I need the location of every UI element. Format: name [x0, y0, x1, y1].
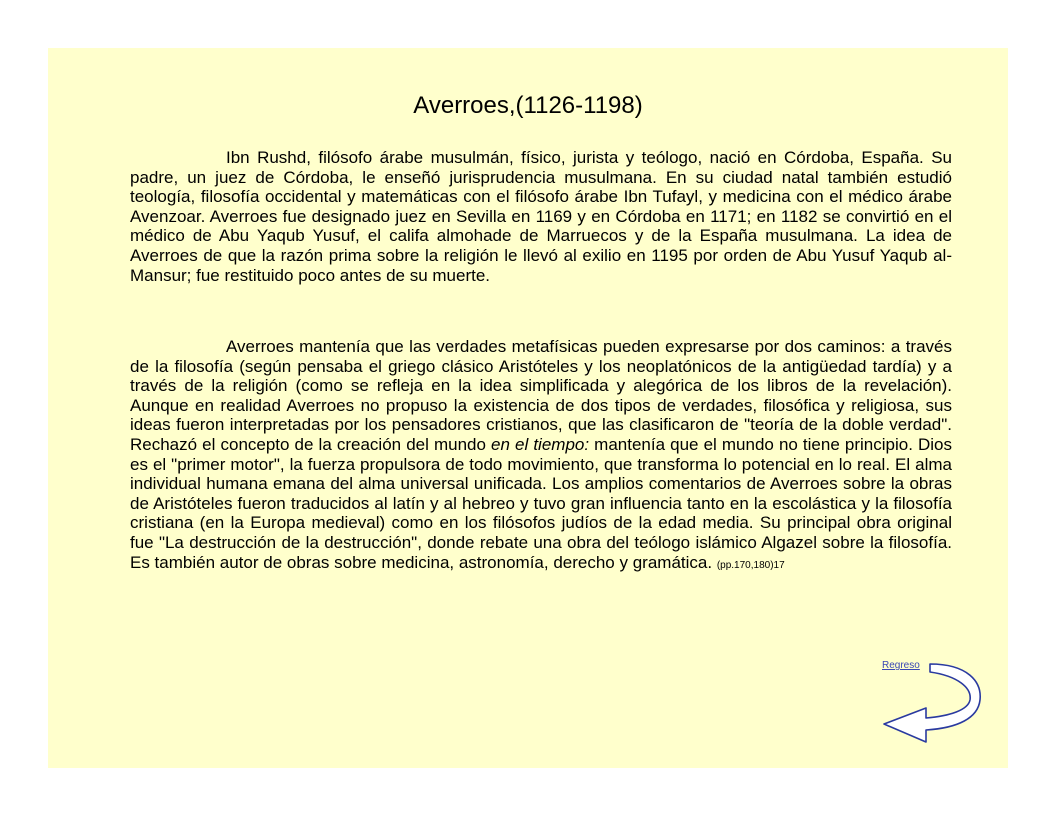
paragraph-biography: Ibn Rushd, filósofo árabe musulmán, físico, jurista y teólogo, nació en Córdoba, España. Su padre, un juez de Córdoba, le enseñó jurisprudencia musulmana. En su ciudad natal también estudió teología, filosofía occidental y matemáticas con el filósofo árabe Ibn Tufayl, y medicina con el médico árabe Avenzoar. Averroes fue designado juez en Sevilla en 1169 y en Córdoba en 1171; en 1182 se convirtió en el médico de Abu Yaqub Yusuf, el califa almohade de Marruecos y de la España musulmana. La idea de Averroes de que la razón prima sobre la religión le llevó al exilio en 1195 por orden de Abu Yusuf Yaqub al-Mansur; fue restituido poco antes de su muerte. — [130, 148, 952, 285]
paragraph-philosophy — [130, 337, 952, 575]
paragraph-text-continued: mantenía que el mundo no tiene principio. Dios es el "primer motor", la fuerza propulsora de todo movimiento, que transforma lo potencial en lo real. El alma individual humana emana del alma universal unificada. Los amplios comentarios de Averroes sobre la obras de Aristóteles fueron traducidos al latín y al hebreo y tuvo gran influencia tanto en la escolástica y la filosofía cristiana (en la Europa medieval) como en los filósofos judíos de la edad media. Su principal obra original fue "La destrucción de la destrucción", donde rebate una obra del teólogo islámico Algazel sobre la filosofía. Es también autor de obras sobre medicina, astronomía, derecho y gramática. — [130, 434, 953, 572]
curved-back-arrow-icon[interactable] — [880, 658, 984, 748]
italic-phrase: en el tiempo: — [485, 434, 590, 454]
paragraph-text: Averroes mantenía que las verdades metafísicas pueden expresarse por dos caminos: a través de la filosofía (según pensaba el griego clásico Aristóteles y los neoplatónicos de la antigüedad tardía) y a través de la religión (como se refleja en la idea simplificada y alegórica de los libros de la revelación). Aunque en realidad Averroes no propuso la existencia de dos tipos de verdades, filosófica y religiosa, sus ideas fueron interpretadas por los pensadores cristianos, que las clasificaron de "teoría de la doble verdad". Rechazó el concepto de la creación del mundo — [130, 337, 952, 454]
back-link[interactable]: Regreso — [882, 660, 920, 671]
slide — [48, 48, 1008, 768]
citation: (pp.170,180)17 — [716, 559, 785, 571]
page-title: Averroes,(1126-1198) — [413, 92, 643, 119]
